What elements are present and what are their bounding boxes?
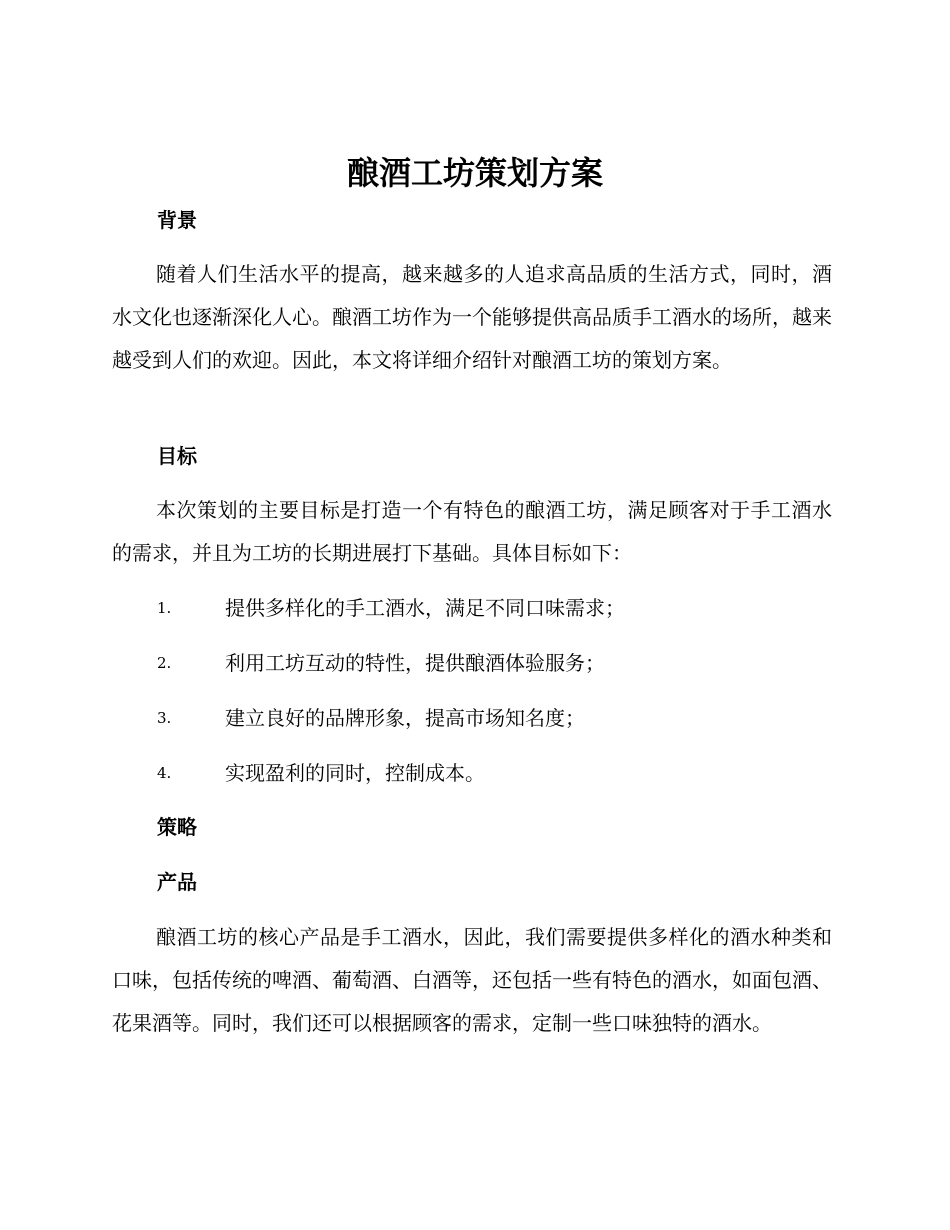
section-heading-product: 产品 — [157, 870, 197, 894]
document-title: 酿酒工坊策划方案 — [346, 154, 603, 192]
list-item — [157, 704, 585, 732]
section-heading-background: 背景 — [157, 208, 197, 232]
paragraph-product: 酿酒工坊的核心产品是手工酒水，因此，我们需要提供多样化的酒水种类和口味，包括传统的啤酒、葡萄酒、白酒等，还包括一些有特色的酒水，如面包酒、花果酒等。同时，我们还可以根据顾客的需求，定制一些口味独特的酒水。 — [112, 925, 832, 1035]
list-item-text: 利用工坊互动的特性，提供酿酒体验服务； — [225, 651, 605, 675]
list-item-number: 2. — [157, 654, 172, 672]
list-item-number: 4. — [157, 764, 172, 782]
section-heading-strategy: 策略 — [157, 815, 197, 839]
list-item-text: 建立良好的品牌形象，提高市场知名度； — [225, 706, 585, 730]
list-item-number: 1. — [157, 599, 172, 617]
paragraph-goal: 本次策划的主要目标是打造一个有特色的酿酒工坊，满足顾客对于手工酒水的需求，并且为工坊的长期进展打下基础。具体目标如下： — [112, 498, 832, 565]
list-item — [157, 594, 625, 622]
section-heading-goal: 目标 — [157, 444, 197, 468]
list-item — [157, 759, 485, 787]
paragraph-background: 随着人们生活水平的提高，越来越多的人追求高品质的生活方式，同时，酒水文化也逐渐深化人心。酿酒工坊作为一个能够提供高品质手工酒水的场所，越来越受到人们的欢迎。因此，本文将详细介绍针对酿酒工坊的策划方案。 — [112, 262, 832, 372]
list-item — [157, 649, 605, 677]
list-item-text: 提供多样化的手工酒水，满足不同口味需求； — [225, 596, 625, 620]
list-item-text: 实现盈利的同时，控制成本。 — [225, 761, 485, 785]
list-item-number: 3. — [157, 709, 172, 727]
